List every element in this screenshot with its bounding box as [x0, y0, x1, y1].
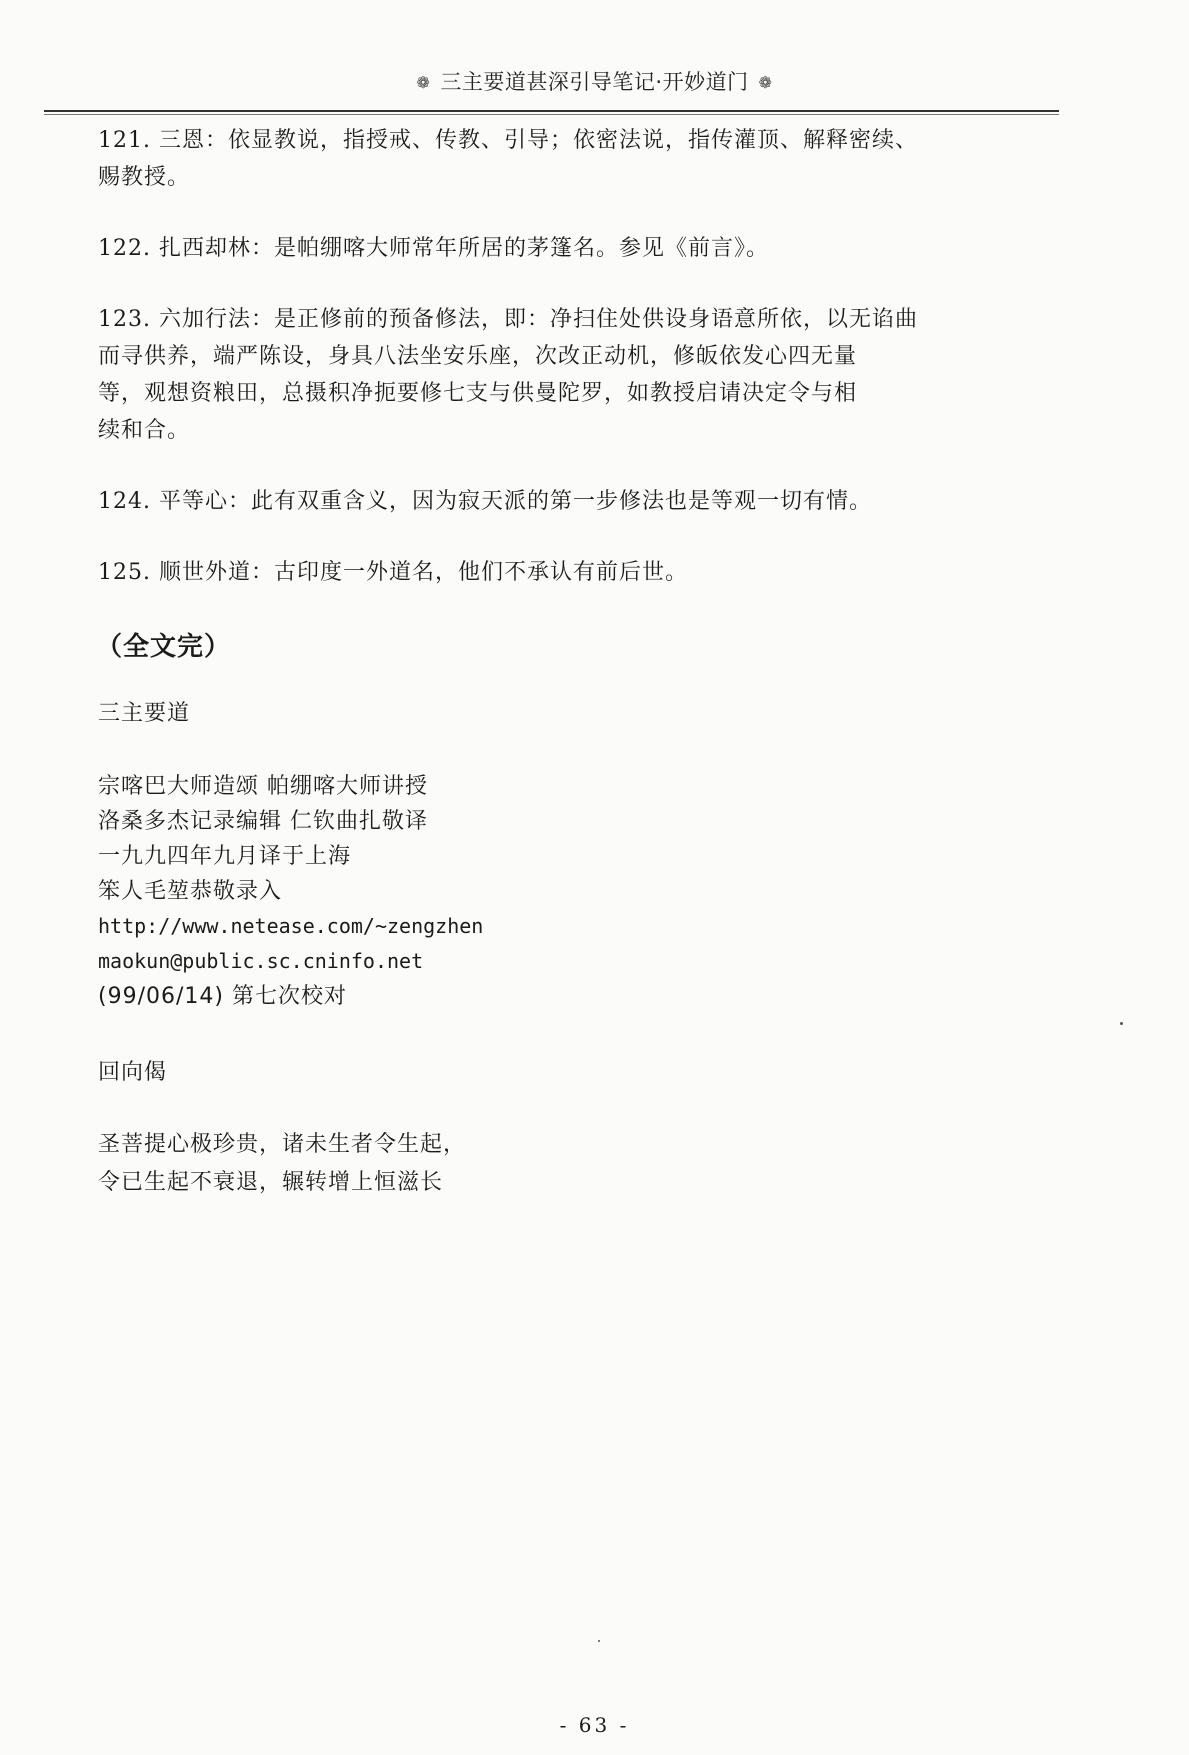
running-header: [0, 66, 1189, 96]
end-of-text-mark: （全文完）: [96, 632, 232, 662]
endnote-124: 124. 平等心：此有双重含义，因为寂天派的第一步修法也是等观一切有情。: [98, 489, 872, 514]
endnote-121: 121. 三恩：依显教说，指授戒、传教、引导；依密法说，指传灌顶、解释密续、 赐教授。: [98, 128, 918, 190]
section-title: 三主要道: [98, 701, 191, 726]
credit-proofread: (99/06/14) 第七次校对: [98, 984, 347, 1009]
credit-date: 一九九四年九月译于上海: [98, 844, 352, 869]
page-number: - 63 -: [559, 1713, 630, 1737]
credit-email: maokun@public.sc.cninfo.net: [98, 949, 424, 973]
lotus-ornament-icon: ❁: [416, 73, 431, 92]
dedication-title: 回向偈: [98, 1060, 168, 1085]
scan-speck: [598, 1640, 600, 1642]
endnote-125: 125. 顺世外道：古印度一外道名，他们不承认有前后世。: [98, 560, 688, 585]
credits-block: [98, 769, 483, 1014]
lotus-ornament-icon: ❁: [758, 73, 773, 92]
header-title: 三主要道甚深引导笔记·开妙道门: [440, 70, 749, 94]
dedication-verse: [98, 1126, 466, 1202]
endnote-123: 123. 六加行法：是正修前的预备修法，即：净扫住处供设身语意所依，以无谄曲 而寻供养，端严陈设，身具八法坐安乐座，次改正动机，修皈依发心四无量 等，观想资粮田，总摄积净扼要修七支与供曼陀罗，如教授启请决定令与相 续和合。: [98, 307, 918, 443]
endnotes: [98, 122, 978, 625]
verse-line: 圣菩提心极珍贵，诸未生者令生起，: [98, 1132, 467, 1157]
credit-authors: 宗喀巴大师造颂 帕绷喀大师讲授: [98, 774, 428, 799]
credit-url: http://www.netease.com/~zengzhen: [98, 914, 484, 938]
scan-speck: [1120, 1022, 1123, 1025]
header-rule-thin: [44, 114, 1059, 115]
verse-line: 令已生起不衰退，辗转增上恒滋长: [98, 1170, 444, 1195]
endnote-122: 122. 扎西却林：是帕绷喀大师常年所居的茅篷名。参见《前言》。: [98, 236, 769, 261]
credit-typist: 笨人毛堃恭敬录入: [98, 879, 283, 904]
credit-editor-translator: 洛桑多杰记录编辑 仁钦曲扎敬译: [98, 809, 428, 834]
header-rule: [44, 110, 1059, 112]
